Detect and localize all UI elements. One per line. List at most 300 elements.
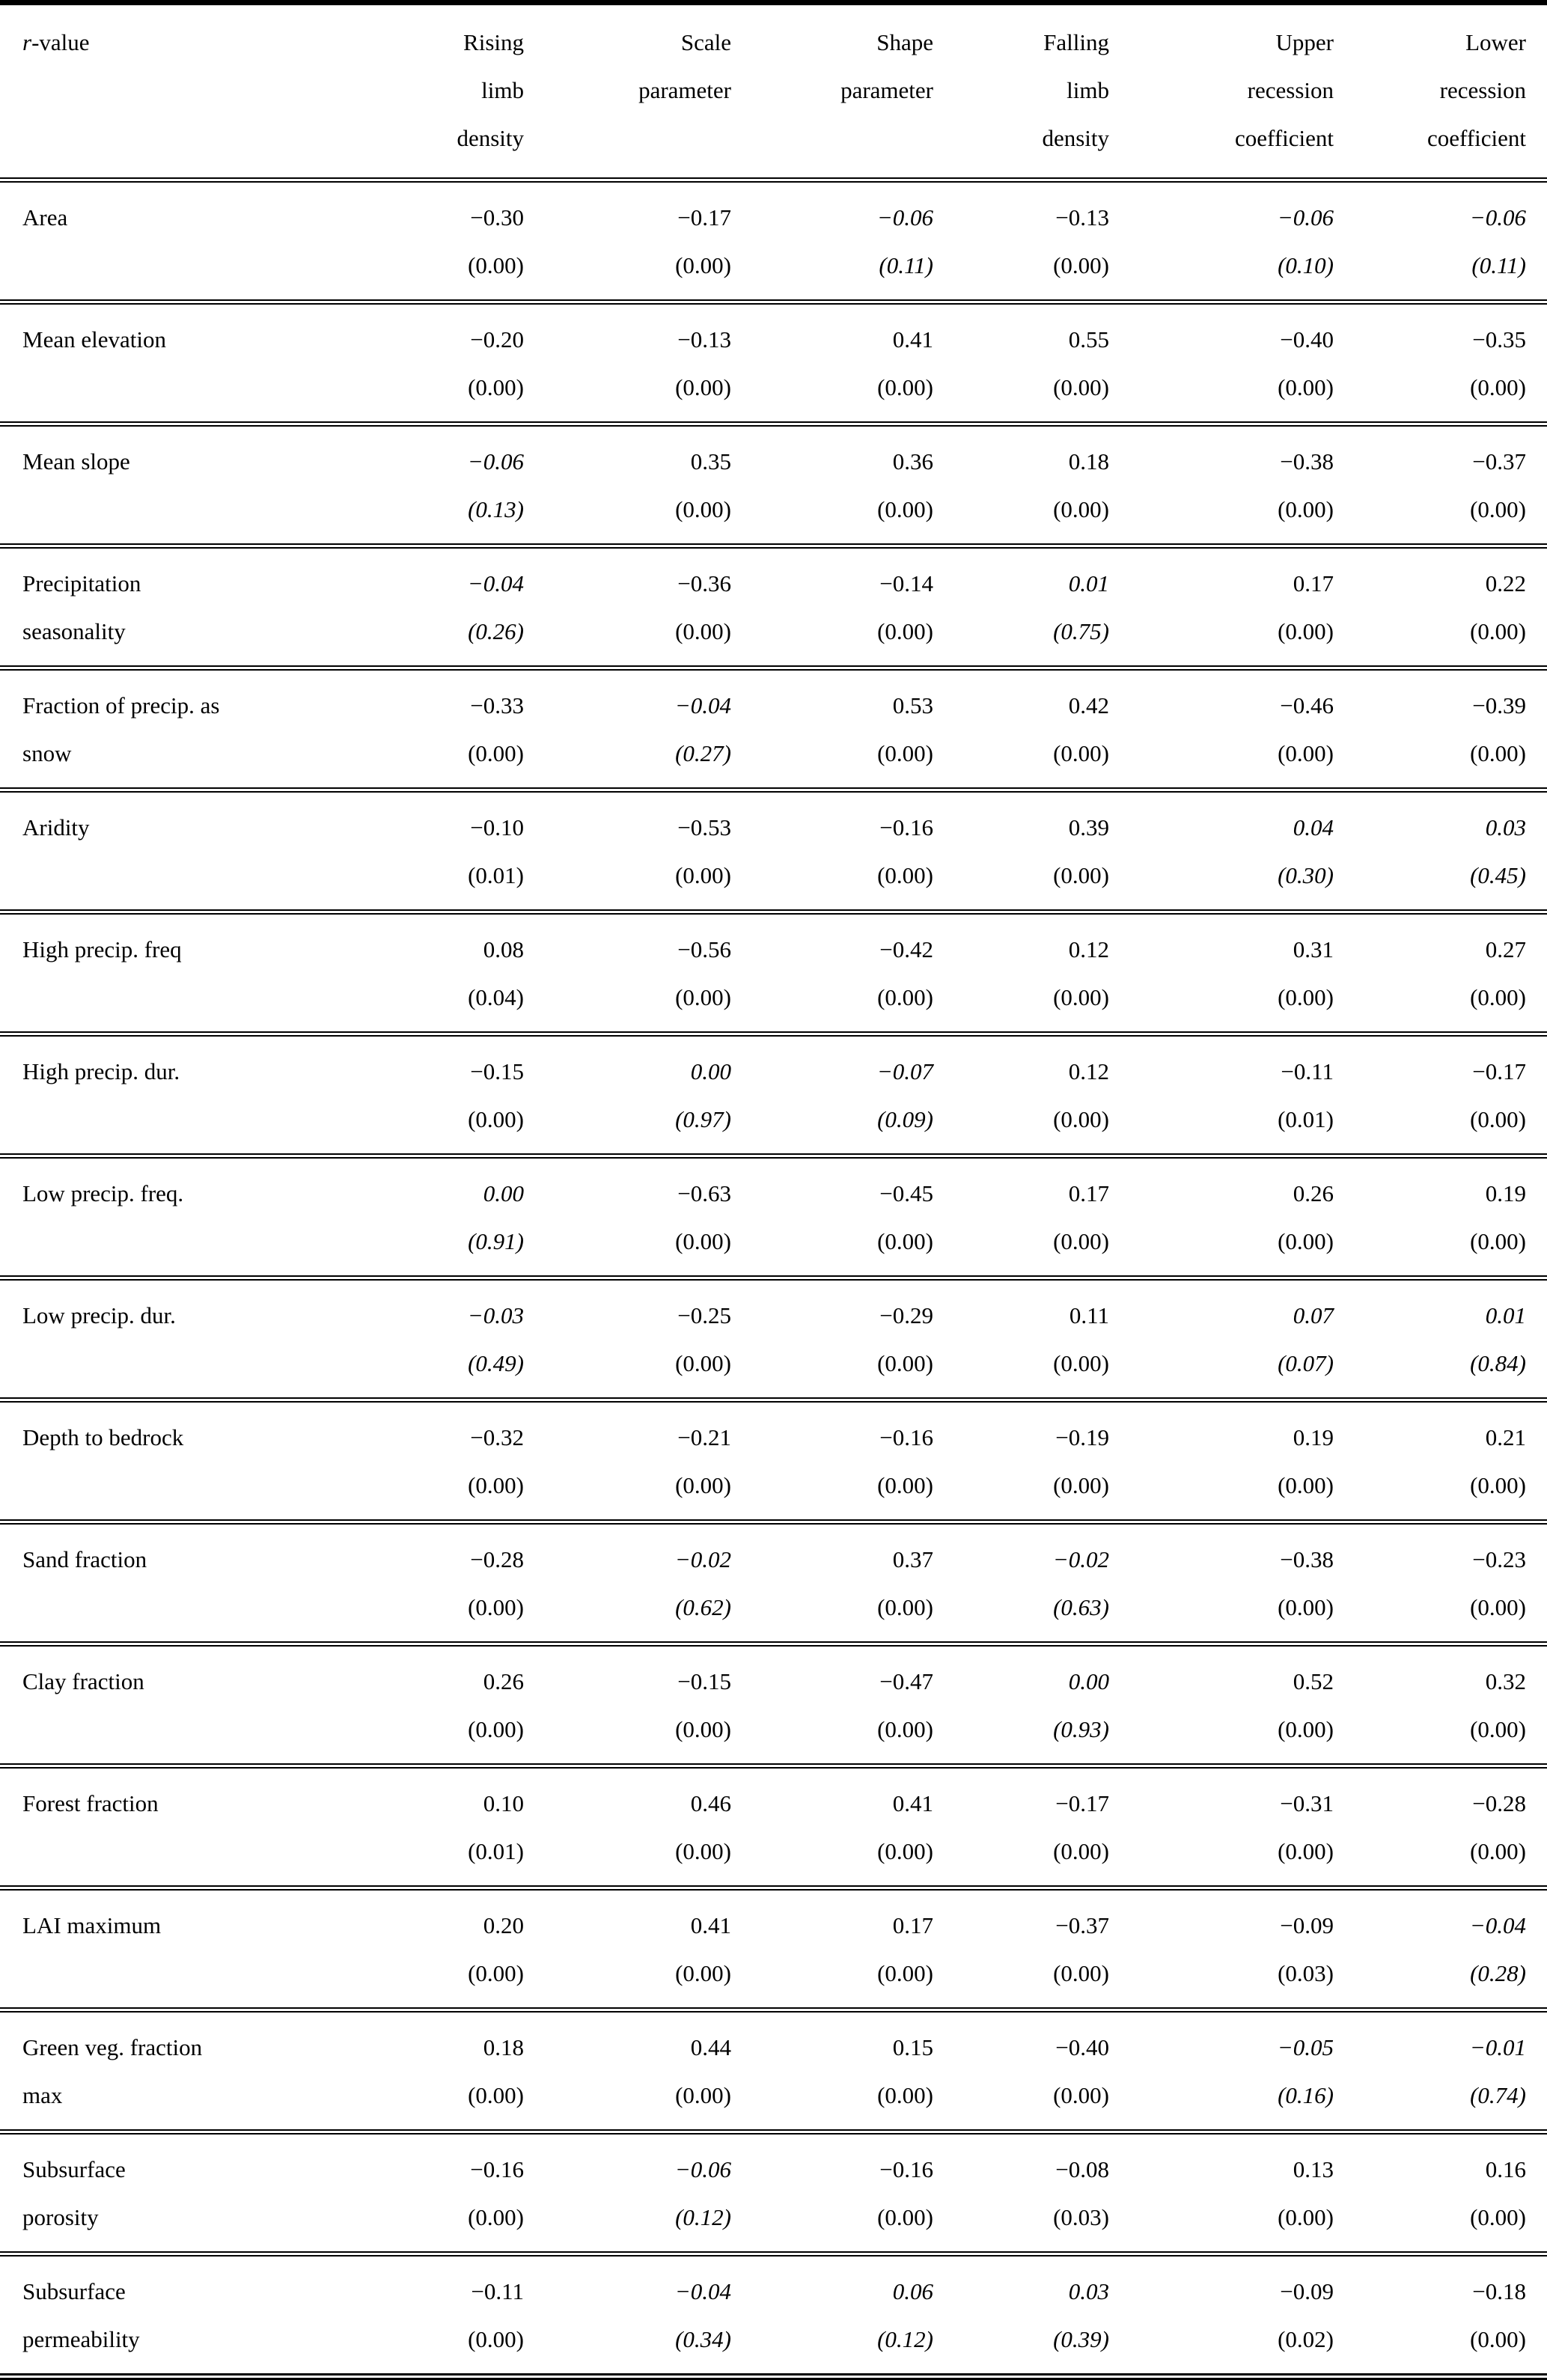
p-value: (0.01)	[468, 862, 524, 888]
r-value: 0.12	[1068, 936, 1109, 962]
r-value: −0.38	[1280, 1546, 1334, 1572]
p-value: (0.00)	[877, 1472, 933, 1498]
text-line: Subsurface	[22, 2278, 126, 2304]
r-value: −0.28	[1472, 1790, 1526, 1816]
correlation-cell	[359, 668, 524, 790]
correlation-cell	[731, 180, 933, 302]
column-header-lower-recession-coefficient	[1334, 3, 1547, 180]
r-value: 0.18	[1068, 448, 1109, 475]
table-row	[0, 2010, 1547, 2132]
p-value: (0.00)	[877, 862, 933, 888]
correlation-cell	[933, 1400, 1109, 1522]
text-line: Scale	[680, 29, 731, 55]
correlation-cell	[1334, 1400, 1547, 1522]
correlation-cell	[359, 1766, 524, 1888]
table-row	[0, 2132, 1547, 2254]
r-value: 0.18	[483, 2034, 524, 2060]
correlation-cell	[933, 2010, 1109, 2132]
correlation-cell	[1334, 1644, 1547, 1766]
r-value: 0.17	[1293, 570, 1334, 596]
column-header-rising-limb-density	[359, 3, 524, 180]
correlation-cell	[1109, 1034, 1334, 1156]
p-value: (0.00)	[468, 374, 524, 400]
r-value: 0.19	[1293, 1424, 1334, 1450]
correlation-cell	[731, 546, 933, 668]
r-value: −0.37	[1055, 1912, 1109, 1938]
correlation-cell	[1334, 546, 1547, 668]
p-value: (0.00)	[675, 2082, 731, 2108]
p-value: (0.02)	[1278, 2326, 1334, 2352]
p-value: (0.00)	[468, 1472, 524, 1498]
r-value: −0.25	[677, 1302, 731, 1328]
p-value: (0.11)	[1471, 252, 1526, 278]
p-value: (0.00)	[877, 1716, 933, 1742]
correlation-cell	[1109, 2254, 1334, 2377]
r-value: −0.63	[677, 1180, 731, 1206]
correlation-cell	[1334, 1156, 1547, 1278]
r-value: −0.36	[677, 570, 731, 596]
r-value: 0.36	[892, 448, 933, 475]
correlation-cell	[933, 1034, 1109, 1156]
p-value: (0.00)	[675, 496, 731, 522]
correlation-cell	[359, 2132, 524, 2254]
text-line: LAI maximum	[22, 1912, 162, 1938]
text-line: Low precip. dur.	[22, 1302, 176, 1328]
p-value: (0.00)	[675, 1838, 731, 1864]
correlation-cell	[1109, 668, 1334, 790]
r-value: 0.37	[892, 1546, 933, 1572]
text-line: Aridity	[22, 814, 90, 840]
p-value: (0.00)	[877, 618, 933, 644]
p-value: (0.27)	[675, 740, 731, 766]
correlation-cell	[524, 1400, 731, 1522]
p-value: (0.00)	[675, 374, 731, 400]
correlation-cell	[524, 790, 731, 912]
r-value: 0.39	[1068, 814, 1109, 840]
row-label	[0, 2010, 359, 2132]
correlation-cell	[1334, 2254, 1547, 2377]
text-line: max	[22, 2082, 63, 2108]
r-value: −0.40	[1280, 326, 1334, 353]
correlation-cell	[359, 1034, 524, 1156]
p-value: (0.00)	[877, 740, 933, 766]
p-value: (0.16)	[1278, 2082, 1334, 2108]
text-line: permeability	[22, 2326, 140, 2352]
correlation-cell	[524, 1766, 731, 1888]
correlation-cell	[731, 424, 933, 546]
r-value: −0.46	[1280, 692, 1334, 718]
table-row	[0, 1400, 1547, 1522]
p-value: (0.00)	[1053, 2082, 1109, 2108]
correlation-cell	[933, 1888, 1109, 2010]
p-value: (0.04)	[468, 984, 524, 1010]
p-value: (0.00)	[1278, 374, 1334, 400]
correlation-cell	[933, 1522, 1109, 1644]
row-label	[0, 1400, 359, 1522]
p-value: (0.62)	[675, 1594, 731, 1620]
text-line: Subsurface	[22, 2156, 126, 2182]
text-line: snow	[22, 740, 72, 766]
table-row	[0, 1156, 1547, 1278]
r-value: 0.08	[483, 936, 524, 962]
r-value: −0.08	[1055, 2156, 1109, 2182]
correlation-cell	[1109, 912, 1334, 1034]
p-value: (0.75)	[1053, 618, 1109, 644]
correlation-cell	[359, 546, 524, 668]
p-value: (0.00)	[675, 1472, 731, 1498]
r-value: −0.17	[1055, 1790, 1109, 1816]
correlation-cell	[524, 180, 731, 302]
r-value: −0.37	[1472, 448, 1526, 475]
p-value: (0.00)	[675, 1350, 731, 1376]
r-value: 0.16	[1485, 2156, 1526, 2182]
correlation-cell	[933, 1156, 1109, 1278]
correlation-cell	[933, 1278, 1109, 1400]
correlation-cell	[731, 302, 933, 424]
text-line: Rising	[463, 29, 524, 55]
p-value: (0.00)	[675, 618, 731, 644]
p-value: (0.34)	[675, 2326, 731, 2352]
r-value: 0.00	[483, 1180, 524, 1206]
r-value-italic-r: r	[22, 29, 32, 55]
correlation-cell	[359, 1888, 524, 2010]
p-value: (0.00)	[1278, 1838, 1334, 1864]
r-value: 0.52	[1293, 1668, 1334, 1694]
correlation-cell	[359, 1278, 524, 1400]
text-line: High precip. freq	[22, 936, 182, 962]
text-line: Depth to bedrock	[22, 1424, 184, 1450]
text-line: coefficient	[1427, 125, 1526, 151]
r-value: −0.09	[1280, 2278, 1334, 2304]
p-value: (0.00)	[877, 374, 933, 400]
p-value: (0.84)	[1470, 1350, 1526, 1376]
r-value: −0.21	[677, 1424, 731, 1450]
r-value: 0.07	[1293, 1302, 1334, 1328]
correlation-cell	[524, 2254, 731, 2377]
p-value: (0.00)	[877, 1228, 933, 1254]
correlation-cell	[933, 790, 1109, 912]
p-value: (0.00)	[1278, 1594, 1334, 1620]
r-value: −0.06	[1277, 204, 1334, 231]
p-value: (0.00)	[675, 862, 731, 888]
correlation-cell	[1334, 1522, 1547, 1644]
r-value: −0.16	[879, 2156, 933, 2182]
r-value: −0.23	[1472, 1546, 1526, 1572]
row-label	[0, 302, 359, 424]
p-value: (0.00)	[877, 984, 933, 1010]
p-value: (0.11)	[879, 252, 933, 278]
correlation-cell	[359, 1644, 524, 1766]
r-value: 0.41	[690, 1912, 731, 1938]
r-value: −0.18	[1472, 2278, 1526, 2304]
p-value: (0.00)	[1278, 1472, 1334, 1498]
p-value: (0.07)	[1278, 1350, 1334, 1376]
r-value: 0.35	[690, 448, 731, 475]
p-value: (0.00)	[1278, 496, 1334, 522]
column-header-shape-parameter	[731, 3, 933, 180]
correlation-cell	[524, 668, 731, 790]
p-value: (0.12)	[675, 2204, 731, 2230]
text-line: porosity	[22, 2204, 99, 2230]
r-value: 0.01	[1068, 570, 1109, 596]
row-label	[0, 668, 359, 790]
table-row	[0, 912, 1547, 1034]
correlation-cell	[1334, 668, 1547, 790]
correlation-cell	[731, 1278, 933, 1400]
p-value: (0.00)	[1470, 740, 1526, 766]
text-line: parameter	[840, 77, 933, 103]
r-value: 0.00	[690, 1058, 731, 1084]
r-value: −0.04	[467, 570, 524, 596]
correlation-cell	[359, 1522, 524, 1644]
correlation-cell	[1109, 180, 1334, 302]
row-label	[0, 424, 359, 546]
correlation-cell	[524, 912, 731, 1034]
r-value: −0.13	[677, 326, 731, 353]
r-value: −0.13	[1055, 204, 1109, 231]
p-value: (0.00)	[877, 1838, 933, 1864]
text-line: Upper	[1275, 29, 1334, 55]
correlation-cell	[1334, 1888, 1547, 2010]
p-value: (0.00)	[877, 496, 933, 522]
text-line: Shape	[876, 29, 933, 55]
p-value: (0.00)	[877, 2204, 933, 2230]
r-value: 0.22	[1485, 570, 1526, 596]
r-value: −0.16	[879, 1424, 933, 1450]
correlation-cell	[731, 1888, 933, 2010]
r-value: 0.27	[1485, 936, 1526, 962]
r-value: 0.06	[892, 2278, 933, 2304]
row-label	[0, 1156, 359, 1278]
text-line: Clay fraction	[22, 1668, 144, 1694]
correlation-cell	[524, 424, 731, 546]
correlation-cell	[933, 1766, 1109, 1888]
correlation-cell	[731, 1766, 933, 1888]
r-value: −0.06	[876, 204, 933, 231]
correlation-cell	[359, 912, 524, 1034]
r-value: 0.19	[1485, 1180, 1526, 1206]
p-value: (0.00)	[1278, 984, 1334, 1010]
correlation-cell	[1109, 1522, 1334, 1644]
r-value: 0.44	[690, 2034, 731, 2060]
p-value: (0.01)	[1278, 1106, 1334, 1132]
correlation-cell	[1109, 1156, 1334, 1278]
text-line: density	[1042, 125, 1109, 151]
r-value: −0.06	[1469, 204, 1526, 231]
p-value: (0.00)	[468, 2204, 524, 2230]
correlation-cell	[1109, 1888, 1334, 2010]
correlation-cell	[1334, 790, 1547, 912]
row-label	[0, 790, 359, 912]
r-value: −0.15	[677, 1668, 731, 1694]
table-row	[0, 424, 1547, 546]
text-line: coefficient	[1235, 125, 1334, 151]
r-value: 0.53	[892, 692, 933, 718]
corner-header-r-value	[0, 3, 359, 180]
text-line: Low precip. freq.	[22, 1180, 184, 1206]
p-value: (0.00)	[468, 1106, 524, 1132]
correlation-cell	[1334, 424, 1547, 546]
r-value: 0.12	[1068, 1058, 1109, 1084]
r-value: 0.17	[1068, 1180, 1109, 1206]
correlation-cell	[933, 2132, 1109, 2254]
correlation-cell	[1109, 2132, 1334, 2254]
text-line: limb	[1067, 77, 1109, 103]
row-label	[0, 1522, 359, 1644]
correlation-cell	[524, 1156, 731, 1278]
r-value: −0.09	[1280, 1912, 1334, 1938]
correlation-cell	[359, 180, 524, 302]
table-row	[0, 1766, 1547, 1888]
r-value: 0.03	[1485, 814, 1526, 840]
correlation-cell	[359, 2254, 524, 2377]
p-value: (0.10)	[1278, 252, 1334, 278]
r-value: −0.03	[467, 1302, 524, 1328]
row-label	[0, 546, 359, 668]
p-value: (0.00)	[877, 1594, 933, 1620]
correlation-cell	[933, 1644, 1109, 1766]
correlation-cell	[1334, 2132, 1547, 2254]
r-value: −0.45	[879, 1180, 933, 1206]
p-value: (0.00)	[1053, 1350, 1109, 1376]
p-value: (0.00)	[1470, 374, 1526, 400]
r-value: 0.01	[1485, 1302, 1526, 1328]
correlation-cell	[933, 2254, 1109, 2377]
correlation-cell	[1334, 2010, 1547, 2132]
r-value: −0.30	[470, 204, 524, 231]
r-value: −0.10	[470, 814, 524, 840]
correlation-cell	[359, 2010, 524, 2132]
r-value: −0.40	[1055, 2034, 1109, 2060]
p-value: (0.93)	[1053, 1716, 1109, 1742]
r-value: 0.10	[483, 1790, 524, 1816]
correlation-cell	[731, 790, 933, 912]
correlation-cell	[731, 1522, 933, 1644]
correlation-cell	[1334, 1034, 1547, 1156]
r-value: 0.17	[892, 1912, 933, 1938]
correlation-cell	[731, 2132, 933, 2254]
p-value: (0.00)	[1053, 984, 1109, 1010]
text-line: Precipitation	[22, 570, 141, 596]
text-line: Sand fraction	[22, 1546, 147, 1572]
p-value: (0.00)	[1470, 984, 1526, 1010]
p-value: (0.00)	[675, 1228, 731, 1254]
row-label	[0, 1278, 359, 1400]
r-value: −0.32	[470, 1424, 524, 1450]
correlation-cell	[731, 1034, 933, 1156]
r-value: 0.42	[1068, 692, 1109, 718]
p-value: (0.00)	[1470, 618, 1526, 644]
p-value: (0.00)	[877, 2082, 933, 2108]
p-value: (0.00)	[675, 252, 731, 278]
row-label	[0, 1644, 359, 1766]
text-line: High precip. dur.	[22, 1058, 180, 1084]
correlation-cell	[1109, 2010, 1334, 2132]
p-value: (0.00)	[675, 1960, 731, 1986]
table-row	[0, 1278, 1547, 1400]
correlation-cell	[1334, 1278, 1547, 1400]
correlation-cell	[524, 302, 731, 424]
p-value: (0.00)	[1470, 2204, 1526, 2230]
correlation-cell	[1109, 1278, 1334, 1400]
table-row	[0, 1034, 1547, 1156]
p-value: (0.00)	[1053, 252, 1109, 278]
r-value: 0.26	[483, 1668, 524, 1694]
r-value: −0.33	[470, 692, 524, 718]
p-value: (0.03)	[1053, 2204, 1109, 2230]
r-value: −0.14	[879, 570, 933, 596]
r-value: 0.00	[1068, 1668, 1109, 1694]
r-value: −0.28	[470, 1546, 524, 1572]
r-value: −0.07	[876, 1058, 933, 1084]
p-value: (0.00)	[1053, 374, 1109, 400]
r-value: −0.06	[674, 2156, 731, 2182]
correlation-cell	[1334, 912, 1547, 1034]
r-value: −0.31	[1280, 1790, 1334, 1816]
p-value: (0.00)	[468, 252, 524, 278]
p-value: (0.97)	[675, 1106, 731, 1132]
text-line: Area	[22, 204, 68, 231]
p-value: (0.00)	[1053, 740, 1109, 766]
column-header-scale-parameter	[524, 3, 731, 180]
correlation-cell	[1109, 546, 1334, 668]
text-line: Mean slope	[22, 448, 130, 475]
correlation-cell	[1334, 1766, 1547, 1888]
r-value: 0.31	[1293, 936, 1334, 962]
p-value: (0.00)	[1278, 1228, 1334, 1254]
r-value-rest: -value	[31, 29, 90, 55]
table-row	[0, 668, 1547, 790]
p-value: (0.03)	[1278, 1960, 1334, 1986]
p-value: (0.01)	[468, 1838, 524, 1864]
p-value: (0.00)	[1053, 862, 1109, 888]
text-line: recession	[1439, 77, 1526, 103]
correlation-cell	[524, 1888, 731, 2010]
correlation-cell	[1334, 180, 1547, 302]
r-value: 0.03	[1068, 2278, 1109, 2304]
p-value: (0.00)	[468, 1716, 524, 1742]
r-value: −0.01	[1469, 2034, 1526, 2060]
r-value: −0.05	[1277, 2034, 1334, 2060]
correlation-cell	[731, 1400, 933, 1522]
correlation-cell	[524, 1034, 731, 1156]
correlation-cell	[731, 912, 933, 1034]
r-value: 0.26	[1293, 1180, 1334, 1206]
text-line: density	[457, 125, 524, 151]
row-label	[0, 180, 359, 302]
p-value: (0.00)	[1470, 1838, 1526, 1864]
correlation-cell	[524, 1522, 731, 1644]
r-value: 0.21	[1485, 1424, 1526, 1450]
p-value: (0.00)	[468, 1960, 524, 1986]
correlation-cell	[731, 2254, 933, 2377]
table-row	[0, 1522, 1547, 1644]
p-value: (0.00)	[1470, 1106, 1526, 1132]
p-value: (0.00)	[468, 2326, 524, 2352]
table-row	[0, 180, 1547, 302]
correlation-cell	[731, 668, 933, 790]
r-value: −0.04	[674, 692, 731, 718]
table-row	[0, 1644, 1547, 1766]
correlation-cell	[731, 2010, 933, 2132]
r-value: 0.15	[892, 2034, 933, 2060]
p-value: (0.00)	[1278, 1716, 1334, 1742]
p-value: (0.00)	[1053, 1228, 1109, 1254]
r-value: −0.11	[1281, 1058, 1334, 1084]
p-value: (0.00)	[1053, 496, 1109, 522]
r-value: −0.02	[674, 1546, 731, 1572]
r-value: 0.55	[1068, 326, 1109, 353]
